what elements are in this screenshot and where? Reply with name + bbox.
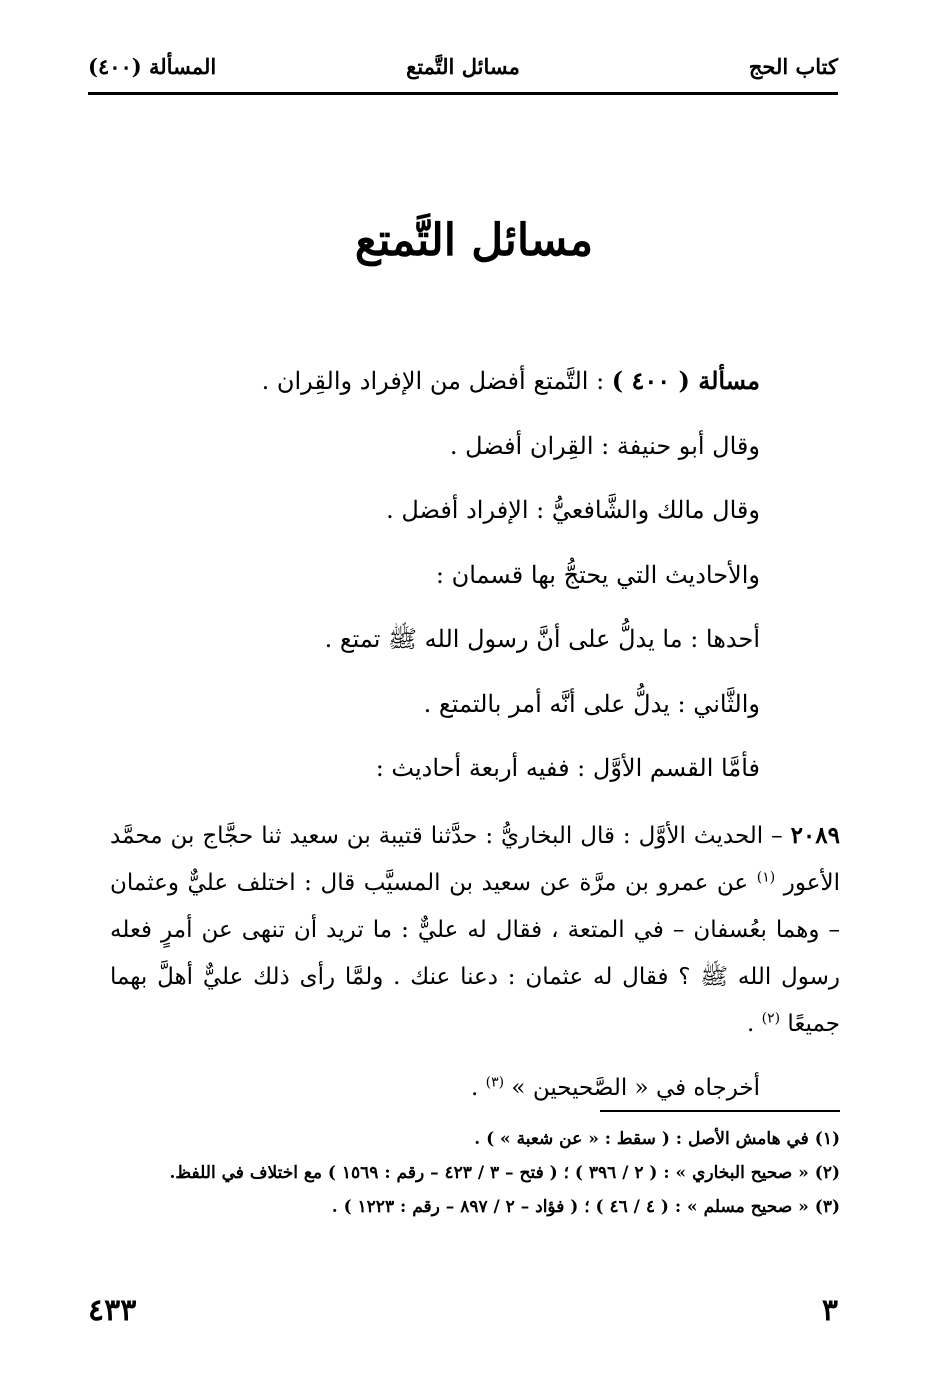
text-line: فأمَّا القسم الأوَّل : ففيه أربعة أحاديث : <box>375 754 760 782</box>
page-number-local: ٣ <box>821 1293 838 1328</box>
footnote-divider <box>600 1110 840 1112</box>
hadith-text: – الحديث الأوَّل : قال البخاريُّ : حدَّثنا قتيبة بن سعيد ثنا حجَّاج بن محمَّد الأعور <box>110 823 841 896</box>
footnote-number: (٣) <box>814 1197 840 1217</box>
footnote-ref[interactable]: (١) <box>756 869 776 886</box>
text-line: والثَّاني : يدلُّ على أنَّه أمر بالتمتع . <box>423 689 760 718</box>
conclusion-end: . <box>471 1075 486 1101</box>
conclusion-line <box>471 1068 760 1108</box>
text-line: وقال مالك والشَّافعيُّ : الإفراد أفضل . <box>386 496 760 524</box>
text-line: وقال أبو حنيفة : القِران أفضل . <box>449 431 760 460</box>
footnote-number: (١) <box>814 1129 840 1149</box>
header-divider <box>88 92 838 95</box>
page-number-global: ٤٣٣ <box>88 1293 137 1328</box>
issue-statement <box>200 356 760 421</box>
chapter-title: مسائل التَّمتع <box>354 215 594 266</box>
hadith-text: عن عمرو بن مرَّة عن سعيد بن المسيَّب قال : اختلف عليٌّ وعثمان – وهما بعُسفان – في المتعة ، فقال له عليٌّ : ما تريد أن تنهى عن أمرٍ فعله رسول الله ﷺ ؟ فقال له عثمان : دعنا عنك . ولمَّا رأى ذلك عليٌّ أهلَّ بهما جميعًا <box>110 870 840 1037</box>
hadith-text: . <box>747 1011 762 1037</box>
text-line: والأحاديث التي يحتجُّ بها قسمان : <box>435 560 760 589</box>
conclusion-text: أخرجاه في « الصَّحيحين » <box>504 1075 760 1101</box>
running-header <box>88 44 838 84</box>
header-book-title: كتاب الحج <box>748 54 838 79</box>
header-section-title: مسائل التَّمتع <box>406 54 520 79</box>
footnote-text: « صحيح مسلم » : ( ٤ / ٤٦ ) ؛ ( فؤاد – ٢ / ٨٩٧ – رقم : ١٢٢٣ ) . <box>331 1197 809 1217</box>
footnote <box>110 1190 840 1224</box>
issue-label: مسألة ( ٤٠٠ ) <box>611 366 760 395</box>
issue-text: : التَّمتع أفضل من الإفراد والقِران . <box>261 367 612 395</box>
issue-block <box>200 356 760 808</box>
footnote-ref[interactable]: (٣) <box>485 1074 505 1091</box>
footnote-number: (٢) <box>814 1163 840 1183</box>
footnote <box>110 1122 840 1156</box>
header-issue-number: المسألة (٤٠٠) <box>88 54 217 79</box>
hadith-paragraph <box>110 812 840 1048</box>
footnote <box>110 1156 840 1190</box>
footnote-text: في هامش الأصل : ( سقط : « عن شعبة » ) . <box>474 1129 809 1149</box>
footnote-ref[interactable]: (٢) <box>761 1010 781 1027</box>
footnotes <box>110 1122 840 1224</box>
hadith-number: ٢٠٨٩ <box>790 822 840 849</box>
text-line: أحدها : ما يدلُّ على أنَّ رسول الله ﷺ تمتع . <box>324 625 760 653</box>
footnote-text: « صحيح البخاري » : ( ٢ / ٣٩٦ ) ؛ ( فتح – ٣ / ٤٢٣ – رقم : ١٥٦٩ ) مع اختلاف في اللفظ. <box>169 1163 809 1183</box>
